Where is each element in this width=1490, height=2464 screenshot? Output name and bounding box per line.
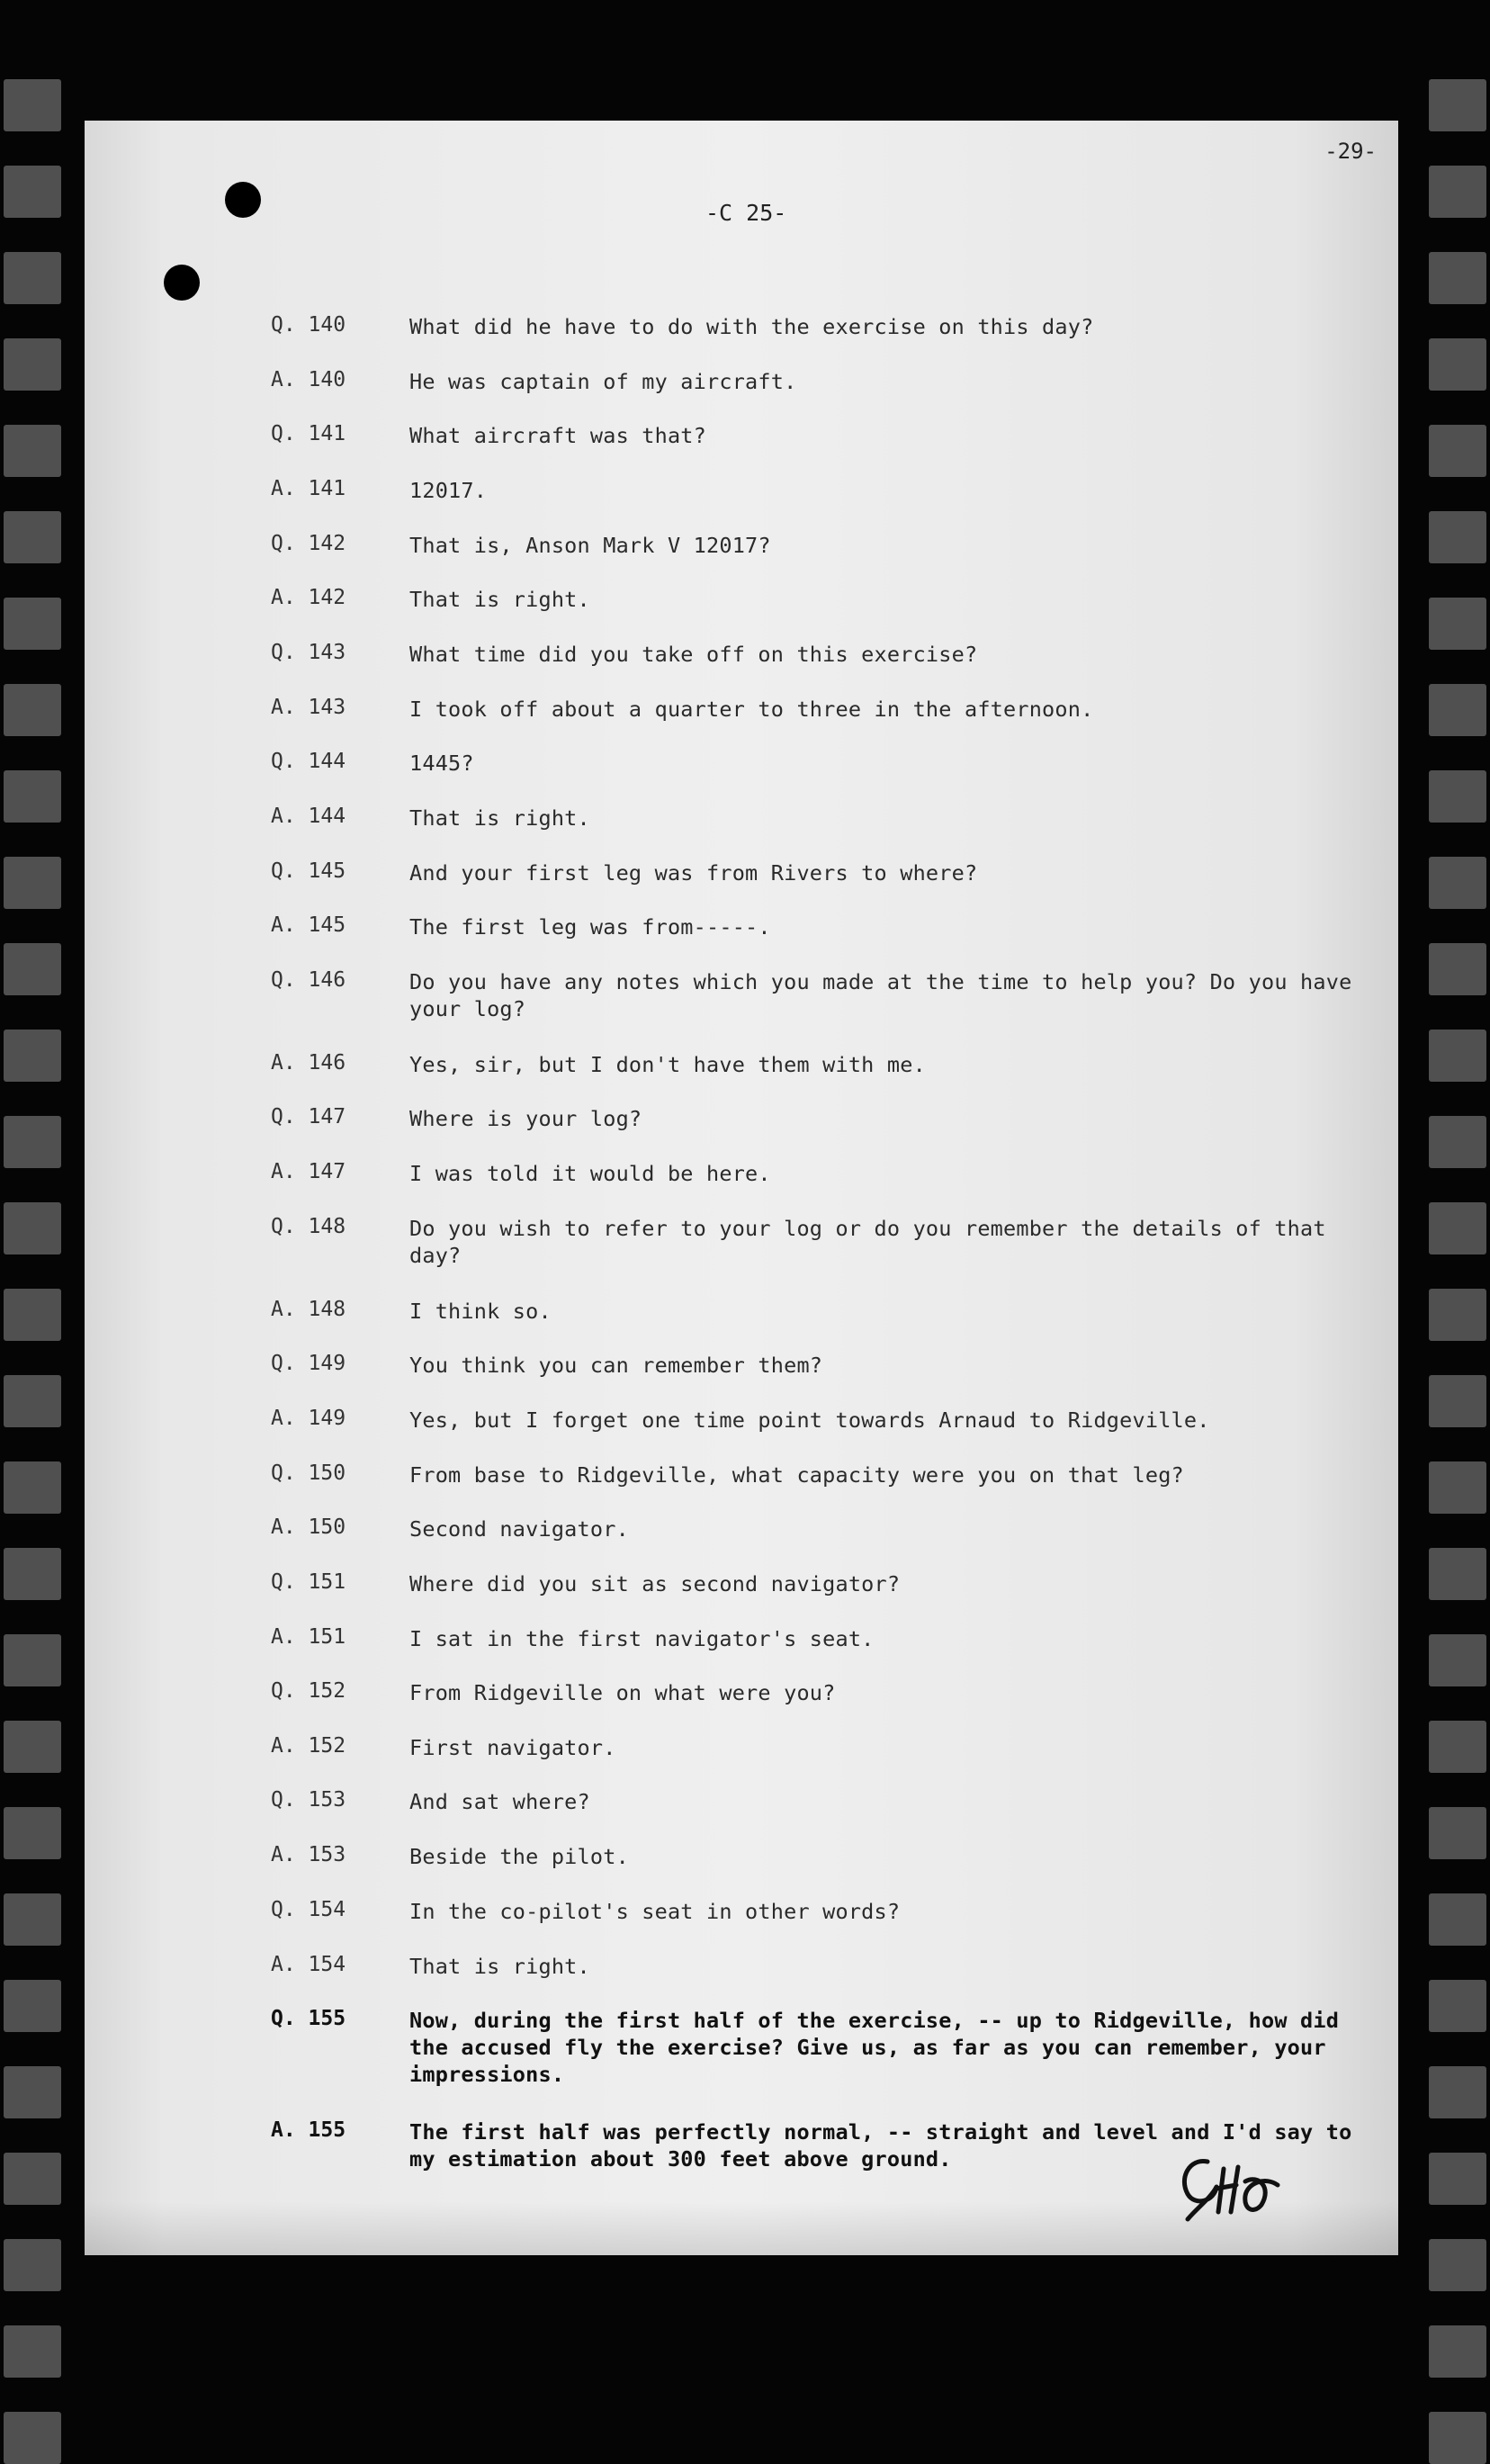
film-strip-right	[1418, 0, 1490, 2462]
film-sprocket	[1429, 79, 1486, 131]
film-sprocket	[4, 770, 61, 823]
question-text: From Ridgeville on what were you?	[409, 1680, 836, 1705]
question-text: That is, Anson Mark V 12017?	[409, 533, 771, 558]
question-number: Q. 154	[271, 1898, 346, 1921]
question-number: Q. 146	[271, 968, 346, 992]
answer-number: A. 154	[271, 1953, 346, 1976]
answer-text: That is right.	[409, 805, 590, 831]
film-sprocket	[1429, 684, 1486, 736]
answer-text: Yes, but I forget one time point towards Arnaud to Ridgeville.	[409, 1407, 1210, 1433]
film-sprocket	[4, 2239, 61, 2291]
film-sprocket	[4, 1202, 61, 1254]
document-page	[85, 121, 1398, 2255]
answer-number: A. 148	[271, 1298, 346, 1321]
question-text: What did he have to do with the exercise on this day?	[409, 314, 1094, 339]
film-sprocket	[4, 943, 61, 995]
question-text: What time did you take off on this exercise?	[409, 642, 978, 667]
film-sprocket	[4, 2153, 61, 2205]
film-sprocket	[1429, 1202, 1486, 1254]
exhibit-number: -C 25-	[705, 200, 787, 226]
answer-text: That is right.	[409, 1954, 590, 1979]
question-number: Q. 145	[271, 859, 346, 883]
film-sprocket	[4, 79, 61, 131]
film-sprocket	[4, 2412, 61, 2464]
film-sprocket	[1429, 1548, 1486, 1600]
film-sprocket	[4, 338, 61, 391]
film-sprocket	[4, 166, 61, 218]
transcript	[85, 121, 1398, 2255]
answer-number: A. 153	[271, 1843, 346, 1866]
film-sprocket	[4, 1116, 61, 1168]
question-text: What aircraft was that?	[409, 423, 707, 448]
film-sprocket	[4, 1548, 61, 1600]
film-sprocket	[4, 857, 61, 909]
question-number: Q. 151	[271, 1570, 346, 1594]
answer-number: A. 150	[271, 1515, 346, 1539]
question-text: 1445?	[409, 751, 474, 776]
film-sprocket	[1429, 2325, 1486, 2378]
question-number: Q. 144	[271, 750, 346, 773]
answer-text: He was captain of my aircraft.	[409, 369, 797, 394]
film-sprocket	[1429, 2066, 1486, 2118]
film-sprocket	[4, 252, 61, 304]
film-sprocket	[1429, 943, 1486, 995]
film-sprocket	[1429, 511, 1486, 563]
film-sprocket	[4, 2066, 61, 2118]
film-sprocket	[1429, 1289, 1486, 1341]
question-text: In the co-pilot's seat in other words?	[409, 1899, 901, 1924]
film-sprocket	[1429, 252, 1486, 304]
film-sprocket	[4, 1030, 61, 1082]
answer-number: A. 149	[271, 1407, 346, 1430]
film-sprocket	[1429, 1030, 1486, 1082]
answer-text: I took off about a quarter to three in the afternoon.	[409, 697, 1094, 722]
question-number: Q. 150	[271, 1461, 346, 1485]
question-text: Where did you sit as second navigator?	[409, 1571, 901, 1596]
answer-number: A. 140	[271, 368, 346, 391]
film-sprocket	[4, 1807, 61, 1859]
question-number: Q. 153	[271, 1788, 346, 1812]
film-sprocket	[4, 511, 61, 563]
question-text: Now, during the first half of the exercise, -- up to Ridgeville, how did the accused fly the exercise? Give us, as far as you can remember, your impressions.	[409, 2008, 1340, 2087]
film-sprocket	[1429, 1461, 1486, 1514]
page-edge-shadow	[85, 2201, 1398, 2255]
answer-number: A. 155	[271, 2118, 346, 2142]
question-text: And your first leg was from Rivers to where?	[409, 860, 978, 886]
question-number: Q. 152	[271, 1679, 346, 1703]
answer-text: Yes, sir, but I don't have them with me.	[409, 1052, 926, 1077]
answer-number: A. 143	[271, 696, 346, 719]
film-sprocket	[1429, 1893, 1486, 1946]
question-number: Q. 149	[271, 1352, 346, 1375]
film-sprocket	[1429, 1721, 1486, 1773]
answer-text: The first half was perfectly normal, -- straight and level and I'd say to my estimation about 300 feet above ground.	[409, 2119, 1352, 2172]
film-sprocket	[4, 1375, 61, 1427]
question-number: Q. 148	[271, 1215, 346, 1238]
film-sprocket	[1429, 2153, 1486, 2205]
film-sprocket	[1429, 166, 1486, 218]
film-sprocket	[1429, 1116, 1486, 1168]
film-sprocket	[4, 598, 61, 650]
answer-text: First navigator.	[409, 1735, 616, 1760]
answer-text: That is right.	[409, 587, 590, 612]
answer-text: Beside the pilot.	[409, 1844, 629, 1869]
film-sprocket	[1429, 1634, 1486, 1686]
question-text: Do you wish to refer to your log or do you remember the details of that day?	[409, 1216, 1326, 1268]
film-strip-left	[0, 0, 72, 2462]
film-sprocket	[1429, 425, 1486, 477]
film-sprocket	[1429, 770, 1486, 823]
question-number: Q. 142	[271, 532, 346, 555]
film-sprocket	[1429, 857, 1486, 909]
answer-number: A. 141	[271, 477, 346, 500]
page-number: -29-	[1324, 139, 1377, 164]
question-number: Q. 147	[271, 1105, 346, 1129]
answer-text: 12017.	[409, 478, 488, 503]
film-sprocket	[4, 2325, 61, 2378]
film-sprocket	[4, 1289, 61, 1341]
answer-text: I sat in the first navigator's seat.	[409, 1626, 875, 1651]
question-number: Q. 141	[271, 422, 346, 445]
answer-number: A. 145	[271, 913, 346, 937]
question-number: Q. 140	[271, 313, 346, 337]
answer-text: I was told it would be here.	[409, 1161, 771, 1186]
answer-text: The first leg was from-----.	[409, 914, 771, 940]
answer-text: I think so.	[409, 1299, 552, 1324]
answer-number: A. 152	[271, 1734, 346, 1758]
film-sprocket	[4, 1634, 61, 1686]
film-sprocket	[4, 684, 61, 736]
film-sprocket	[1429, 1980, 1486, 2032]
film-sprocket	[4, 1893, 61, 1946]
question-number: Q. 143	[271, 641, 346, 664]
film-sprocket	[4, 1461, 61, 1514]
question-text: And sat where?	[409, 1789, 590, 1814]
film-sprocket	[1429, 1375, 1486, 1427]
question-text: Where is your log?	[409, 1106, 642, 1131]
film-sprocket	[1429, 2412, 1486, 2464]
answer-number: A. 151	[271, 1625, 346, 1649]
answer-number: A. 144	[271, 805, 346, 828]
film-sprocket	[4, 425, 61, 477]
question-text: From base to Ridgeville, what capacity were you on that leg?	[409, 1462, 1184, 1488]
answer-text: Second navigator.	[409, 1516, 629, 1542]
film-sprocket	[4, 1980, 61, 2032]
question-text: Do you have any notes which you made at the time to help you? Do you have your log?	[409, 969, 1352, 1021]
film-sprocket	[1429, 2239, 1486, 2291]
answer-number: A. 147	[271, 1160, 346, 1183]
question-text: You think you can remember them?	[409, 1353, 823, 1378]
film-sprocket	[4, 1721, 61, 1773]
film-sprocket	[1429, 338, 1486, 391]
question-number: Q. 155	[271, 2007, 346, 2030]
film-sprocket	[1429, 598, 1486, 650]
film-sprocket	[1429, 1807, 1486, 1859]
answer-number: A. 146	[271, 1051, 346, 1075]
answer-number: A. 142	[271, 586, 346, 609]
